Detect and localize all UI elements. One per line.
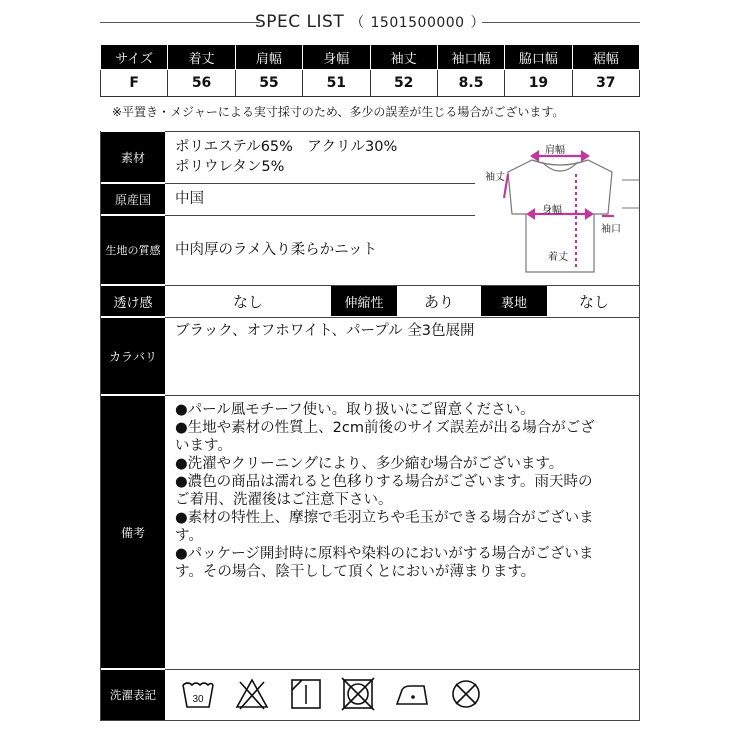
sheer-label: 透け感 <box>101 286 165 316</box>
size-value-cell: 8.5 <box>437 70 504 97</box>
diagram-body-label: 身幅 <box>542 205 562 216</box>
colors-label: カラバリ <box>101 318 165 394</box>
size-header-cell: 着丈 <box>168 45 235 70</box>
size-header-row <box>101 45 640 70</box>
size-header-cell: 身幅 <box>303 45 370 70</box>
size-value-cell: 37 <box>572 70 639 97</box>
size-header-cell: 裾幅 <box>572 45 639 70</box>
iron-low-icon <box>394 676 430 712</box>
product-code: 1501500000 <box>370 15 465 31</box>
remarks-line: ●洗濯やクリーニングにより、多少縮む場合がございます。 <box>175 456 564 472</box>
page-title <box>0 12 740 32</box>
sheer-value: なし <box>232 292 263 311</box>
shirt-neckline <box>542 162 578 171</box>
title-text: SPEC LIST <box>254 12 345 32</box>
lining-value: なし <box>578 292 609 311</box>
size-table <box>100 44 640 97</box>
row-divider <box>165 317 640 318</box>
drip-dry-shade-icon <box>288 676 324 712</box>
wash-30-icon <box>180 676 216 712</box>
size-value-cell: F <box>101 70 168 97</box>
row-divider <box>165 215 475 216</box>
title-close: ） <box>470 15 485 31</box>
remarks-label: 備考 <box>101 396 165 668</box>
size-value-row <box>101 70 640 97</box>
origin-value: 中国 <box>175 191 204 207</box>
origin-label: 原産国 <box>101 184 165 214</box>
size-value-cell: 51 <box>303 70 370 97</box>
size-header-cell: 袖口幅 <box>437 45 504 70</box>
row-divider <box>165 395 640 396</box>
measurement-note: ※平置き・メジャーによる実寸採寸のため、多少の誤差が生じる場合がございます。 <box>112 105 565 119</box>
remarks-line: ●素材の特性上、摩擦で毛羽立ちや毛玉ができる場合がございま <box>175 510 594 526</box>
remarks-line: ●パール風モチーフ使い。取り扱いにご留意ください。 <box>175 402 535 418</box>
diagram-sleeve-label: 袖丈 <box>485 172 505 183</box>
diagram-length-label: 着丈 <box>548 252 568 263</box>
size-header-cell: 脇口幅 <box>505 45 572 70</box>
material-line-2: ポリウレタン5% <box>175 159 285 175</box>
remarks-list <box>175 401 635 581</box>
row-divider <box>165 183 475 184</box>
care-label: 洗濯表記 <box>101 670 165 720</box>
remarks-line: ●濃色の商品は濡れると色移りする場合がございます。雨天時の <box>175 474 593 490</box>
remarks-line: ●生地や素材の性質上、2cm前後のサイズ誤差が出る場合がござ <box>175 420 595 436</box>
material-label: 素材 <box>101 132 165 182</box>
row-divider <box>101 720 640 721</box>
texture-value: 中肉厚のラメ入り柔らかニット <box>175 242 377 258</box>
table-right-edge <box>639 131 640 721</box>
size-value-cell: 56 <box>168 70 235 97</box>
remarks-line: ●パッケージ開封時に原料や染料のにおいがする場合がございま <box>175 546 594 562</box>
no-dry-clean-icon <box>448 676 484 712</box>
row-divider <box>165 669 640 670</box>
size-value-cell: 52 <box>370 70 437 97</box>
colors-value: ブラック、オフホワイト、パープル 全3色展開 <box>175 323 475 339</box>
stretch-label: 伸縮性 <box>331 286 397 316</box>
size-header-cell: サイズ <box>101 45 168 70</box>
texture-label: 生地の質感 <box>101 216 165 284</box>
remarks-line: います。 <box>175 438 232 454</box>
no-bleach-icon <box>234 676 270 712</box>
size-value-cell: 19 <box>505 70 572 97</box>
diagram-cuff-label: 袖口 <box>601 224 621 235</box>
no-tumble-dry-icon <box>340 676 376 712</box>
wash-temp: 30 <box>192 694 204 705</box>
table-left-edge <box>100 131 101 721</box>
size-value-cell: 55 <box>235 70 302 97</box>
lining-label: 裏地 <box>481 286 547 316</box>
remarks-line: す。その場合、陰干しして頂くとにおいが薄まります。 <box>175 564 536 580</box>
stretch-value: あり <box>423 292 454 311</box>
material-line-1: ポリエステル65% アクリル30% <box>175 139 398 155</box>
row-divider <box>165 131 640 132</box>
diagram-shoulder-label: 肩幅 <box>545 145 565 156</box>
remarks-line: す。 <box>175 528 203 544</box>
title-open: （ <box>350 15 365 31</box>
remarks-line: ご着用、洗濯後はご注意下さい。 <box>175 492 393 508</box>
size-header-cell: 肩幅 <box>235 45 302 70</box>
size-header-cell: 袖丈 <box>370 45 437 70</box>
